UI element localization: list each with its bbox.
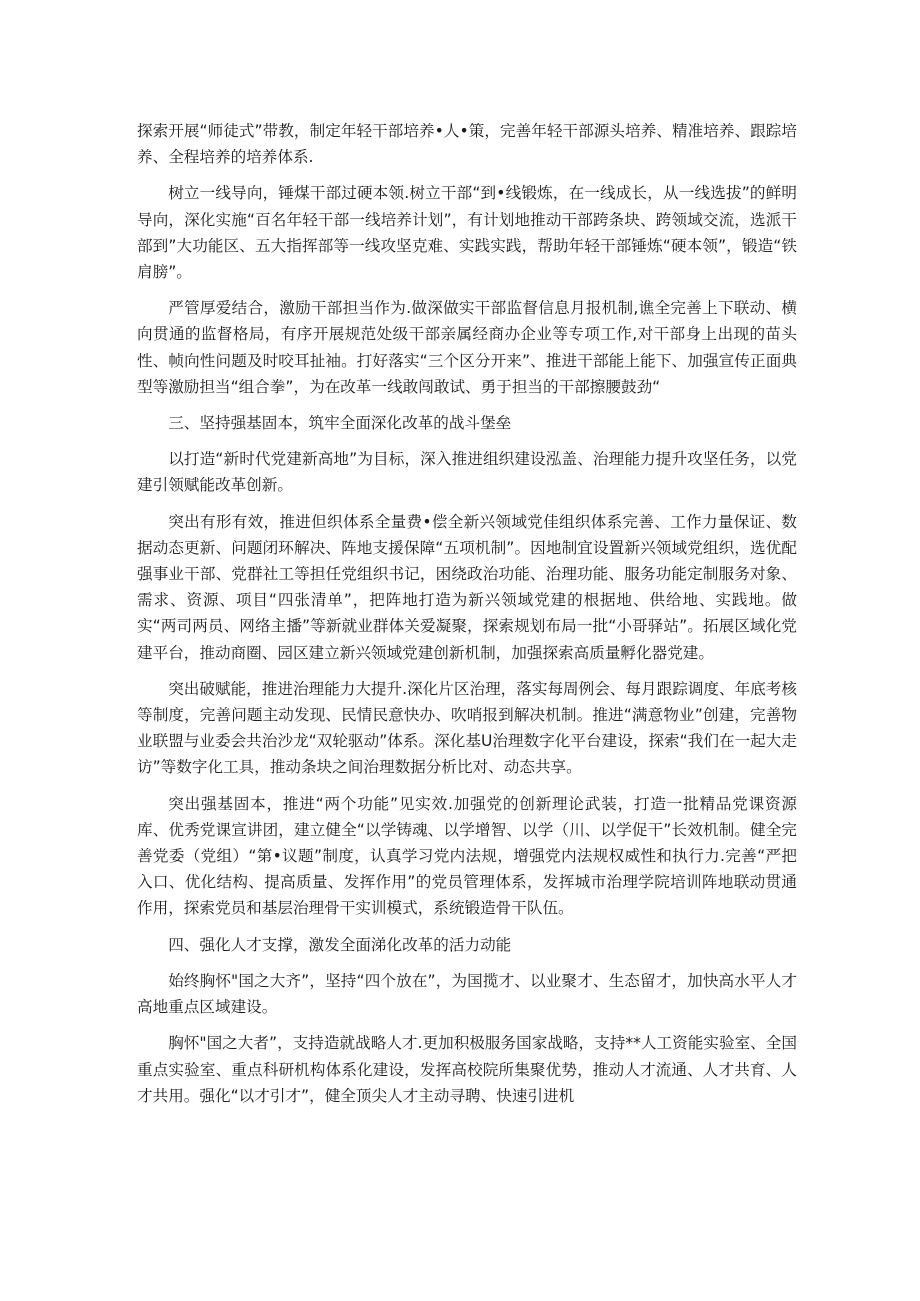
section-heading-3: 三、坚持强基固本，筑牢全面深化改革的战斗堡垒 <box>168 414 512 433</box>
paragraph-party-building-highland: 以打造“新时代党建新高地”为目标，深入推进组织建设泓盖、治理能力提升攻坚任务，以党建引领赋能改革创新。 <box>137 450 797 495</box>
paragraph-strict-management: 严管厚爱结合，激励干部担当作为.做深做实干部监督信息月报机制,谯全完善上下联动、横向贯通的监督格局，有序开展规范处级干部亲属经商办企业等专项工作,对干部身上出现的苗头性、帧向性问题及时咬耳扯袖。打好落实“三个区分开来”、推进干部能上能下、加强宣传正面典型等激励担当“组合拳”，为在改革一线敢闯敢试、勇于担当的干部擦腰鼓劲“ <box>137 299 797 396</box>
document-page <box>137 118 797 1119</box>
paragraph-governance-capacity: 突出破赋能，推进治理能力大提升.深化片区治理，落实每周例会、每月跟踪调度、年底考核等制度，完善问题主动发现、民情民意快办、吹哨报到解决机制。推进“满意物业”创建，完善物业联盟与业委会共治沙龙“双轮驱动”体系。深化基U治理数字化平台建设，探索“我们在一起大走访”等数字化工具，推动条块之间治理数据分析比对、动态共享。 <box>137 679 797 777</box>
section-heading-4: 四、强化人才支撑，激发全面涕化改革的活力动能 <box>168 935 512 954</box>
paragraph-frontline-orientation: 树立一线导向，锤煤干部过硬本领.树立干部“到•线锻炼，在一线成长，从一线选拔”的鲜明导向，深化实施“百名年轻干部一线培养计划”，有计划地推动干部跨条块、跨领域交流，选派干部到”大功能区、五大指挥部等一线攻坚克难、实践实践，帮助年轻干部锤炼“硬本领”，锻造“铁肩膀”。 <box>137 184 797 282</box>
paragraph-talent-highland: 始终胸怀"国之大齐”，坚持“四个放在”，为国揽才、以业聚才、生态留才，加快高水平人才高地重点区域建设。 <box>137 971 797 1017</box>
paragraph-strengthen-foundation: 突出强基固本，推进“两个功能”见实效.加强党的创新理论武装，打造一批精品党课资源库、优秀党课宣讲团，建立健全“以学铸魂、以学增智、以学（川、以学促干”长效机制。健全完善党委（党组）“第•议题”制度，认真学习党内法规，增强党内法规权威性和执行力.完善“严把入口、优化结构、提高质量、发挥作用”的党员管理体系，发挥城市治理学院培训阵地联动贯通作用，探索党员和基层治理骨干实训模式，系统锻造骨干队伍。 <box>137 794 797 918</box>
paragraph-tangible-effective: 突出有形有效，推进但织体系全量费•偿全新兴领域党佳组织体系完善、工作力量保证、数据动态更新、问题闭环解决、阵地支援保障“五项机制”。因地制宜设置新兴领域党组织，选优配强事业干部、党群社工等担任党组织书记，困绕政治功能、治理功能、服务功能定制服务对象、需求、资源、项目“四张清单”，把阵地打造为新兴领域党建的根据地、供给地、实践地。做实“两司两员、网络主播”等新就业群体关爱凝聚，探索规划布局一批“小哥驿站”。拓展区域化党建平台，推动商圈、园区建立新兴领域党建创新机制，加强探索高质量孵化器党建。 <box>137 512 797 662</box>
paragraph-strategic-talent: 胸怀"国之大者”，支持造就战略人才.更加积极服务国家战略，支持**人工资能实验室、全国重点实验室、重点科研机构体系化建设，发挥高校院所集聚优势，推动人才流通、人才共育、人才共用。强化“以才引才”，健全顶尖人才主动寻聘、快速引进机 <box>137 1034 797 1105</box>
paragraph-cadre-training-system: 探索开展“师徒式”带教，制定年轻干部培养•人•策，完善年轻干部源头培养、精准培养、跟踪培养、全程培养的培养体系. <box>137 122 797 167</box>
